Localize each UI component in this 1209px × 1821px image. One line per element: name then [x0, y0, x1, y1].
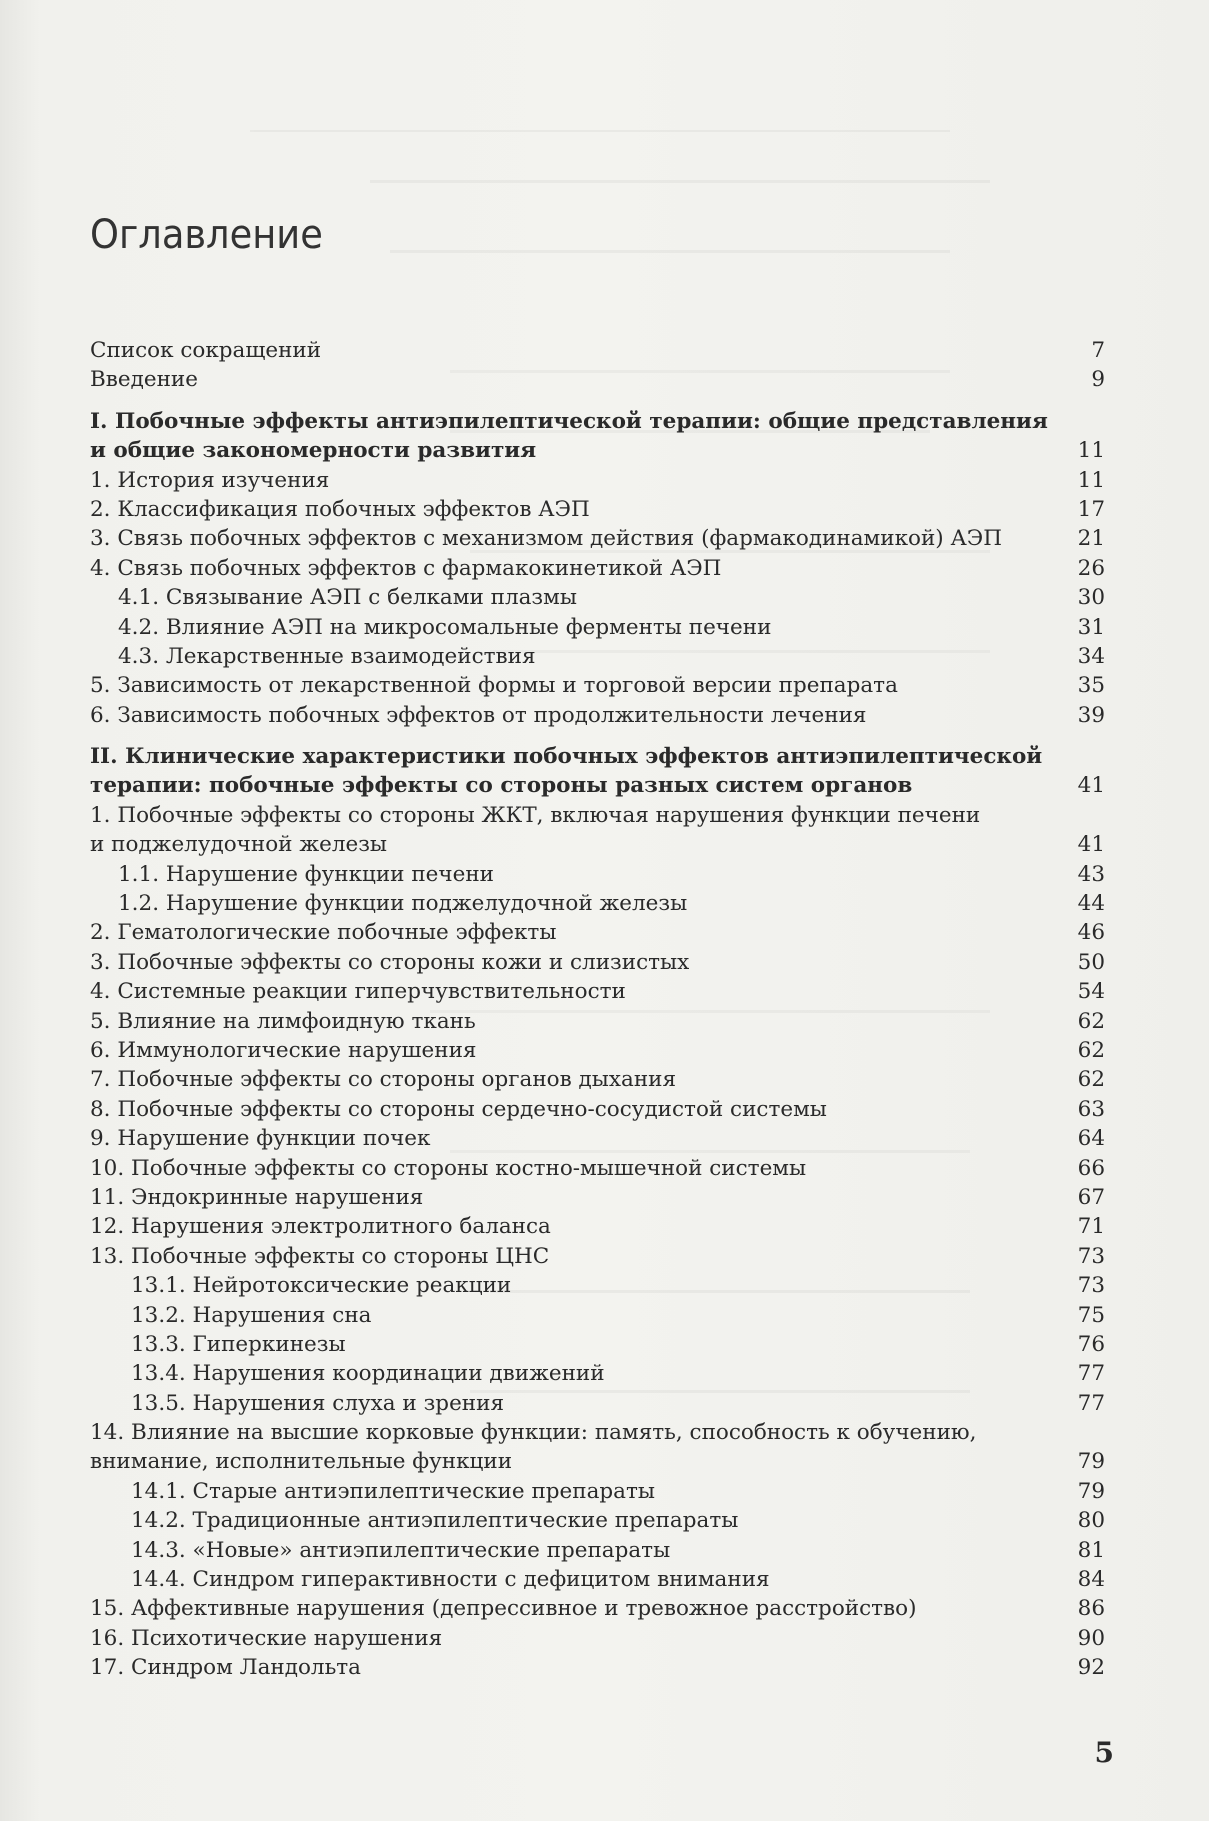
toc-entry: [90, 977, 1105, 1006]
toc-entry-title: 4.1. Связывание АЭП с белками плазмы: [118, 585, 577, 611]
toc-entry-title: 13.2. Нарушения сна: [131, 1302, 372, 1328]
toc-entry-title: 2. Классификация побочных эффектов АЭП: [90, 496, 590, 522]
toc-entry-title: и поджелудочной железы: [90, 832, 388, 858]
toc-entry: [90, 1506, 1105, 1535]
toc-entry: [90, 1242, 1105, 1271]
toc-entry: [90, 918, 1105, 947]
toc-entry: [90, 948, 1105, 977]
page-title: Оглавление: [90, 212, 323, 258]
toc-entry: [90, 524, 1105, 553]
toc-entry-page: 84: [1077, 1567, 1105, 1593]
page-number: 5: [1094, 1736, 1114, 1769]
toc-entry-page: 34: [1077, 643, 1105, 669]
toc-entry-page: 31: [1077, 614, 1105, 640]
toc-entry-page: 43: [1077, 861, 1105, 887]
toc-entry-title: 13.5. Нарушения слуха и зрения: [131, 1390, 505, 1416]
toc-entry-page: 39: [1077, 702, 1105, 728]
toc-entry-page: 46: [1077, 920, 1105, 946]
toc-entry: [90, 1418, 1105, 1447]
toc-entry-title: 8. Побочные эффекты со стороны сердечно-сосудистой системы: [90, 1096, 827, 1122]
toc-entry-page: 41: [1077, 832, 1105, 858]
toc-entry-title: 15. Аффективные нарушения (депрессивное и тревожное расстройство): [90, 1596, 917, 1622]
toc-entry-title: 9. Нарушение функции почек: [90, 1126, 431, 1152]
toc-entry-page: 67: [1077, 1184, 1105, 1210]
toc-entry: [90, 1389, 1105, 1418]
toc-entry-title: 13. Побочные эффекты со стороны ЦНС: [90, 1243, 550, 1269]
toc-entry-title: 6. Иммунологические нарушения: [90, 1037, 477, 1063]
toc-entry: [90, 336, 1105, 365]
toc-entry-title: 14. Влияние на высшие корковые функции: память, способность к обучению,: [90, 1420, 977, 1446]
table-of-contents: [90, 336, 1105, 1683]
toc-entry-page: 79: [1077, 1449, 1105, 1475]
toc-entry-page: 54: [1077, 979, 1105, 1005]
toc-entry-title: Введение: [90, 367, 198, 393]
toc-entry-title: 11. Эндокринные нарушения: [90, 1184, 424, 1210]
toc-entry-page: 92: [1077, 1655, 1105, 1681]
toc-entry-page: 44: [1077, 891, 1105, 917]
toc-entry-page: 21: [1077, 526, 1105, 552]
toc-entry-page: 35: [1077, 673, 1105, 699]
toc-entry: [90, 407, 1105, 436]
toc-entry-title: 10. Побочные эффекты со стороны костно-мышечной системы: [90, 1155, 807, 1181]
toc-entry: [90, 1477, 1105, 1506]
toc-entry-title: 13.1. Нейротоксические реакции: [131, 1273, 512, 1299]
toc-entry-title: 14.3. «Новые» антиэпилептические препараты: [131, 1537, 671, 1563]
toc-entry-page: 75: [1077, 1302, 1105, 1328]
toc-entry-title: 6. Зависимость побочных эффектов от продолжительности лечения: [90, 702, 867, 728]
toc-entry-page: 71: [1077, 1214, 1105, 1240]
toc-entry: [90, 613, 1105, 642]
toc-entry: [90, 701, 1105, 730]
toc-entry-page: 86: [1077, 1596, 1105, 1622]
toc-entry-title: 16. Психотические нарушения: [90, 1625, 443, 1651]
toc-entry: [90, 1095, 1105, 1124]
toc-entry: [90, 771, 1105, 800]
toc-entry-title: 2. Гематологические побочные эффекты: [90, 920, 557, 946]
toc-entry-title: 12. Нарушения электролитного баланса: [90, 1214, 551, 1240]
toc-entry-title: и общие закономерности развития: [90, 438, 537, 464]
toc-entry-title: 13.3. Гиперкинезы: [131, 1331, 346, 1357]
toc-entry: [90, 860, 1105, 889]
toc-entry-page: 73: [1077, 1243, 1105, 1269]
toc-entry-title: 1. История изучения: [90, 467, 330, 493]
toc-entry-title: I. Побочные эффекты антиэпилептической терапии: общие представления: [90, 408, 1048, 434]
toc-entry-title: 4. Системные реакции гиперчувствительности: [90, 979, 626, 1005]
toc-entry: [90, 1447, 1105, 1476]
toc-entry: [90, 642, 1105, 671]
toc-entry-title: 5. Зависимость от лекарственной формы и торговой версии препарата: [90, 673, 898, 699]
toc-entry: [90, 583, 1105, 612]
toc-entry-title: терапии: побочные эффекты со стороны разных систем органов: [90, 773, 913, 799]
toc-entry: [90, 466, 1105, 495]
toc-entry-title: 14.2. Традиционные антиэпилептические препараты: [131, 1508, 739, 1534]
toc-entry: [90, 1594, 1105, 1623]
toc-entry-title: 4.2. Влияние АЭП на микросомальные ферменты печени: [118, 614, 772, 640]
toc-entry: [90, 1183, 1105, 1212]
toc-entry-page: 62: [1077, 1067, 1105, 1093]
toc-entry-title: 4.3. Лекарственные взаимодействия: [118, 643, 536, 669]
toc-entry-page: 26: [1077, 555, 1105, 581]
toc-entry-page: 41: [1077, 773, 1105, 799]
toc-entry: [90, 1124, 1105, 1153]
toc-entry: [90, 554, 1105, 583]
toc-entry-title: 1. Побочные эффекты со стороны ЖКТ, включая нарушения функции печени: [90, 802, 981, 828]
toc-entry: [90, 1301, 1105, 1330]
toc-entry-page: 90: [1077, 1625, 1105, 1651]
toc-entry-page: 50: [1077, 949, 1105, 975]
toc-entry: [90, 495, 1105, 524]
toc-entry-title: 7. Побочные эффекты со стороны органов дыхания: [90, 1067, 677, 1093]
toc-entry: [90, 1359, 1105, 1388]
toc-entry-page: 77: [1077, 1361, 1105, 1387]
toc-entry-title: 1.1. Нарушение функции печени: [118, 861, 494, 887]
toc-entry: [90, 1036, 1105, 1065]
toc-entry: [90, 671, 1105, 700]
toc-entry: [90, 1653, 1105, 1682]
toc-entry-page: 76: [1077, 1331, 1105, 1357]
toc-entry: [90, 889, 1105, 918]
toc-entry-title: 4. Связь побочных эффектов с фармакокинетикой АЭП: [90, 555, 722, 581]
toc-entry-page: 73: [1077, 1273, 1105, 1299]
toc-entry-page: 9: [1091, 367, 1105, 393]
toc-entry: [90, 1330, 1105, 1359]
toc-entry-page: 80: [1077, 1508, 1105, 1534]
toc-entry-title: Список сокращений: [90, 338, 322, 363]
toc-entry-title: 5. Влияние на лимфоидную ткань: [90, 1008, 476, 1034]
toc-entry-page: 63: [1077, 1096, 1105, 1122]
toc-entry: [90, 742, 1105, 771]
toc-entry: [90, 1007, 1105, 1036]
toc-entry-page: 81: [1077, 1537, 1105, 1563]
toc-entry: [90, 1624, 1105, 1653]
toc-entry-title: внимание, исполнительные функции: [90, 1449, 513, 1475]
toc-entry-title: II. Клинические характеристики побочных эффектов антиэпилептической: [90, 744, 1043, 770]
toc-entry-page: 7: [1091, 338, 1105, 363]
toc-entry-page: 79: [1077, 1478, 1105, 1504]
toc-entry-title: 14.4. Синдром гиперактивности с дефицитом внимания: [131, 1567, 770, 1593]
toc-entry-title: 14.1. Старые антиэпилептические препараты: [131, 1478, 655, 1504]
toc-entry-page: 17: [1077, 496, 1105, 522]
toc-entry-title: 13.4. Нарушения координации движений: [131, 1361, 605, 1387]
toc-entry: [90, 365, 1105, 394]
toc-entry-page: 11: [1077, 467, 1105, 493]
toc-entry: [90, 1565, 1105, 1594]
toc-entry-page: 30: [1077, 585, 1105, 611]
toc-entry: [90, 830, 1105, 859]
toc-entry-title: 3. Связь побочных эффектов с механизмом действия (фармакодинамикой) АЭП: [90, 526, 1002, 552]
toc-entry-page: 66: [1077, 1155, 1105, 1181]
toc-entry-page: 62: [1077, 1008, 1105, 1034]
toc-entry: [90, 1154, 1105, 1183]
toc-entry: [90, 1536, 1105, 1565]
toc-entry-title: 1.2. Нарушение функции поджелудочной железы: [118, 891, 688, 917]
toc-entry: [90, 1271, 1105, 1300]
toc-entry: [90, 1065, 1105, 1094]
toc-entry: [90, 1212, 1105, 1241]
toc-entry-title: 17. Синдром Ландольта: [90, 1655, 361, 1681]
toc-entry-title: 3. Побочные эффекты со стороны кожи и слизистых: [90, 949, 690, 975]
toc-entry-page: 11: [1077, 438, 1105, 464]
toc-entry: [90, 436, 1105, 465]
toc-entry-page: 64: [1077, 1126, 1105, 1152]
toc-entry-page: 62: [1077, 1037, 1105, 1063]
toc-entry-page: 77: [1077, 1390, 1105, 1416]
toc-entry: [90, 801, 1105, 830]
